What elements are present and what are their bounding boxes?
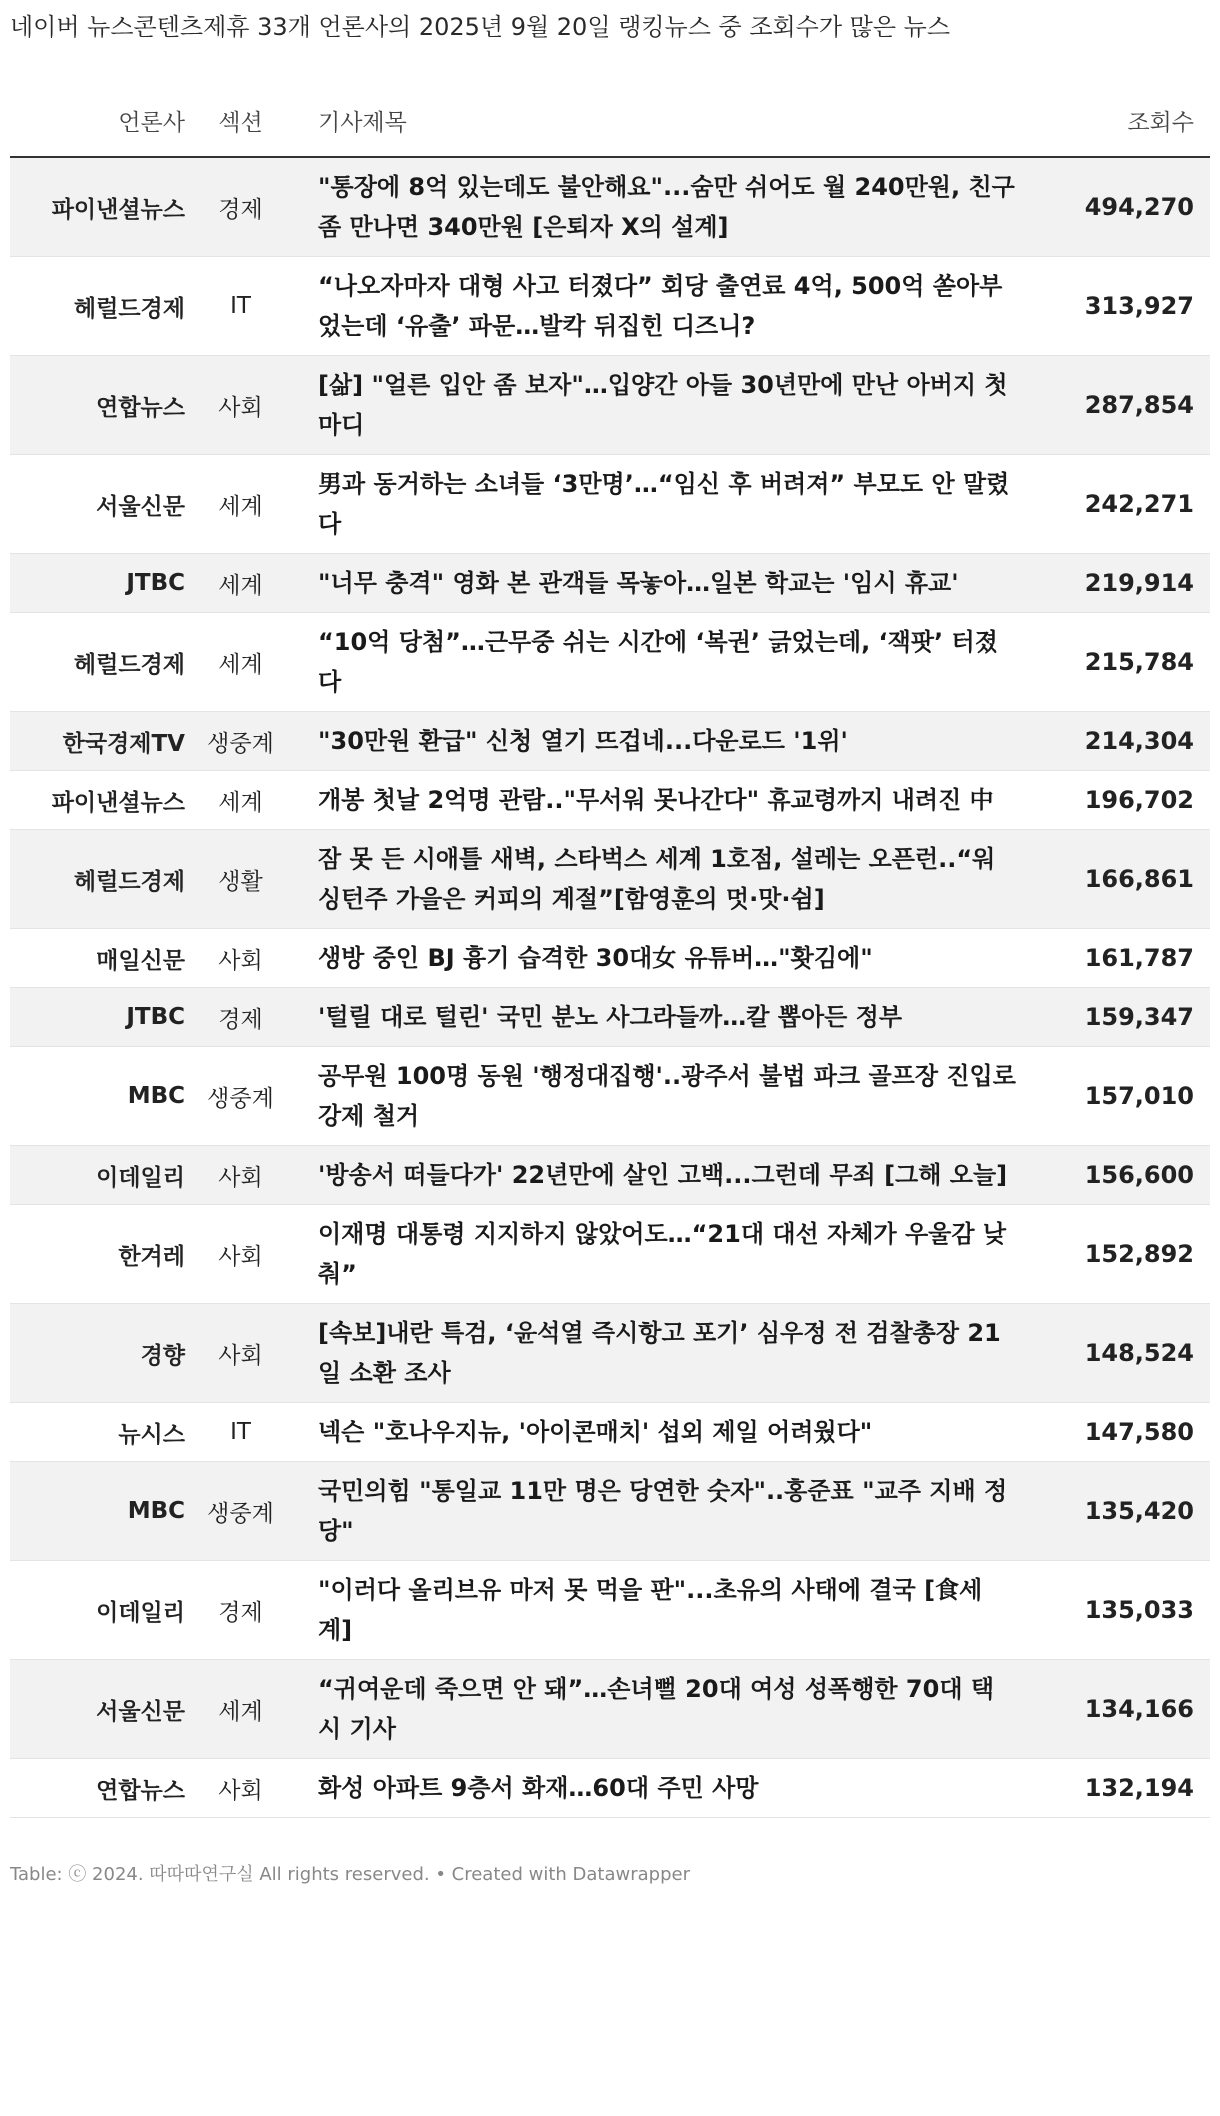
section-cell: IT (185, 257, 296, 356)
table-row (10, 455, 1210, 554)
table-row (10, 1146, 1210, 1205)
headline-cell: 공무원 100명 동원 '행정대집행'..광주서 불법 파크 골프장 진입로 강제 철거 (296, 1047, 1016, 1146)
views-cell: 156,600 (1016, 1146, 1210, 1205)
headline-cell: '털릴 대로 털린' 국민 분노 사그라들까…칼 뽑아든 정부 (296, 988, 1016, 1047)
section-cell: 생활 (185, 830, 296, 929)
views-cell: 196,702 (1016, 771, 1210, 830)
headline-cell: "통장에 8억 있는데도 불안해요"...숨만 쉬어도 월 240만원, 친구 좀 만나면 340만원 [은퇴자 X의 설계] (296, 157, 1016, 257)
section-cell: 경제 (185, 988, 296, 1047)
views-cell: 135,420 (1016, 1462, 1210, 1561)
section-cell: 사회 (185, 929, 296, 988)
outlet-cell: 연합뉴스 (10, 1759, 185, 1818)
outlet-cell: 파이낸셜뉴스 (10, 157, 185, 257)
section-cell: 사회 (185, 1304, 296, 1403)
views-cell: 159,347 (1016, 988, 1210, 1047)
views-cell: 134,166 (1016, 1660, 1210, 1759)
outlet-cell: 경향 (10, 1304, 185, 1403)
headline-cell: "이러다 올리브유 마저 못 먹을 판"...초유의 사태에 결국 [食세계] (296, 1561, 1016, 1660)
section-cell: IT (185, 1403, 296, 1462)
outlet-cell: 연합뉴스 (10, 356, 185, 455)
section-cell: 사회 (185, 1146, 296, 1205)
views-cell: 313,927 (1016, 257, 1210, 356)
ranking-table (10, 84, 1210, 1818)
table-row (10, 1660, 1210, 1759)
section-cell: 세계 (185, 554, 296, 613)
headline-cell: '방송서 떠들다가' 22년만에 살인 고백...그런데 무죄 [그해 오늘] (296, 1146, 1016, 1205)
table-row (10, 1759, 1210, 1818)
section-cell: 사회 (185, 1205, 296, 1304)
outlet-cell: MBC (10, 1047, 185, 1146)
headline-cell: 화성 아파트 9층서 화재…60대 주민 사망 (296, 1759, 1016, 1818)
outlet-cell: 뉴시스 (10, 1403, 185, 1462)
outlet-cell: JTBC (10, 554, 185, 613)
headline-cell: 개봉 첫날 2억명 관람.."무서워 못나간다" 휴교령까지 내려진 中 (296, 771, 1016, 830)
views-cell: 132,194 (1016, 1759, 1210, 1818)
section-cell: 사회 (185, 1759, 296, 1818)
table-row (10, 613, 1210, 712)
section-cell: 생중계 (185, 1462, 296, 1561)
views-cell: 148,524 (1016, 1304, 1210, 1403)
headline-cell: 이재명 대통령 지지하지 않았어도…“21대 대선 자체가 우울감 낮춰” (296, 1205, 1016, 1304)
views-cell: 147,580 (1016, 1403, 1210, 1462)
table-row (10, 1462, 1210, 1561)
table-row (10, 1205, 1210, 1304)
headline-cell: “귀여운데 죽으면 안 돼”…손녀뻘 20대 여성 성폭행한 70대 택시 기사 (296, 1660, 1016, 1759)
table-footer: Table: ⓒ 2024. 따따따연구실 All rights reserved. • Created with Datawrapper (10, 1864, 690, 1885)
headline-cell: 국민의힘 "통일교 11만 명은 당연한 숫자"..홍준표 "교주 지배 정당" (296, 1462, 1016, 1561)
headline-cell: 넥슨 "호나우지뉴, '아이콘매치' 섭외 제일 어려웠다" (296, 1403, 1016, 1462)
views-cell: 494,270 (1016, 157, 1210, 257)
headline-cell: 男과 동거하는 소녀들 ‘3만명’…“임신 후 버려져” 부모도 안 말렸다 (296, 455, 1016, 554)
views-cell: 157,010 (1016, 1047, 1210, 1146)
outlet-cell: 한국경제TV (10, 712, 185, 771)
outlet-cell: 서울신문 (10, 1660, 185, 1759)
table-title: 네이버 뉴스콘텐츠제휴 33개 언론사의 2025년 9월 20일 랭킹뉴스 중 조회수가 많은 뉴스 (10, 13, 951, 41)
views-cell: 219,914 (1016, 554, 1210, 613)
table-row (10, 830, 1210, 929)
outlet-cell: 매일신문 (10, 929, 185, 988)
views-cell: 242,271 (1016, 455, 1210, 554)
table-row (10, 257, 1210, 356)
views-cell: 214,304 (1016, 712, 1210, 771)
column-header-headline[interactable]: 기사제목 (296, 84, 1016, 157)
table-row (10, 554, 1210, 613)
table-row (10, 1047, 1210, 1146)
outlet-cell: 이데일리 (10, 1146, 185, 1205)
views-cell: 215,784 (1016, 613, 1210, 712)
table-row (10, 712, 1210, 771)
section-cell: 생중계 (185, 712, 296, 771)
headline-cell: [속보]내란 특검, ‘윤석열 즉시항고 포기’ 심우정 전 검찰총장 21일 소환 조사 (296, 1304, 1016, 1403)
outlet-cell: 파이낸셜뉴스 (10, 771, 185, 830)
outlet-cell: 서울신문 (10, 455, 185, 554)
section-cell: 경제 (185, 157, 296, 257)
table-row (10, 1403, 1210, 1462)
views-cell: 135,033 (1016, 1561, 1210, 1660)
outlet-cell: 한겨레 (10, 1205, 185, 1304)
headline-cell: 생방 중인 BJ 흉기 습격한 30대女 유튜버…"홧김에" (296, 929, 1016, 988)
views-cell: 152,892 (1016, 1205, 1210, 1304)
table-header (10, 84, 1210, 157)
table-row (10, 771, 1210, 830)
headline-cell: “나오자마자 대형 사고 터졌다” 회당 출연료 4억, 500억 쏟아부었는데 ‘유출’ 파문…발칵 뒤집힌 디즈니? (296, 257, 1016, 356)
table-row (10, 1304, 1210, 1403)
headline-cell: [삶] "얼른 입안 좀 보자"…입양간 아들 30년만에 만난 아버지 첫마디 (296, 356, 1016, 455)
outlet-cell: 이데일리 (10, 1561, 185, 1660)
headline-cell: "너무 충격" 영화 본 관객들 목놓아…일본 학교는 '임시 휴교' (296, 554, 1016, 613)
section-cell: 세계 (185, 771, 296, 830)
table-row (10, 356, 1210, 455)
outlet-cell: 헤럴드경제 (10, 257, 185, 356)
table-row (10, 1561, 1210, 1660)
table-row (10, 157, 1210, 257)
headline-cell: "30만원 환급" 신청 열기 뜨겁네...다운로드 '1위' (296, 712, 1016, 771)
column-header-section[interactable]: 섹션 (185, 84, 296, 157)
column-header-outlet[interactable]: 언론사 (10, 84, 185, 157)
section-cell: 생중계 (185, 1047, 296, 1146)
section-cell: 사회 (185, 356, 296, 455)
outlet-cell: 헤럴드경제 (10, 613, 185, 712)
outlet-cell: MBC (10, 1462, 185, 1561)
section-cell: 경제 (185, 1561, 296, 1660)
outlet-cell: 헤럴드경제 (10, 830, 185, 929)
views-cell: 166,861 (1016, 830, 1210, 929)
outlet-cell: JTBC (10, 988, 185, 1047)
section-cell: 세계 (185, 613, 296, 712)
views-cell: 161,787 (1016, 929, 1210, 988)
headline-cell: 잠 못 든 시애틀 새벽, 스타벅스 세계 1호점, 설레는 오픈런..“워싱턴주 가을은 커피의 계절”[함영훈의 멋·맛·쉼] (296, 830, 1016, 929)
table-body (10, 157, 1210, 1818)
column-header-views[interactable]: 조회수 (1016, 84, 1210, 157)
table-row (10, 988, 1210, 1047)
section-cell: 세계 (185, 1660, 296, 1759)
table-row (10, 929, 1210, 988)
section-cell: 세계 (185, 455, 296, 554)
views-cell: 287,854 (1016, 356, 1210, 455)
headline-cell: “10억 당첨”…근무중 쉬는 시간에 ‘복권’ 긁었는데, ‘잭팟’ 터졌다 (296, 613, 1016, 712)
